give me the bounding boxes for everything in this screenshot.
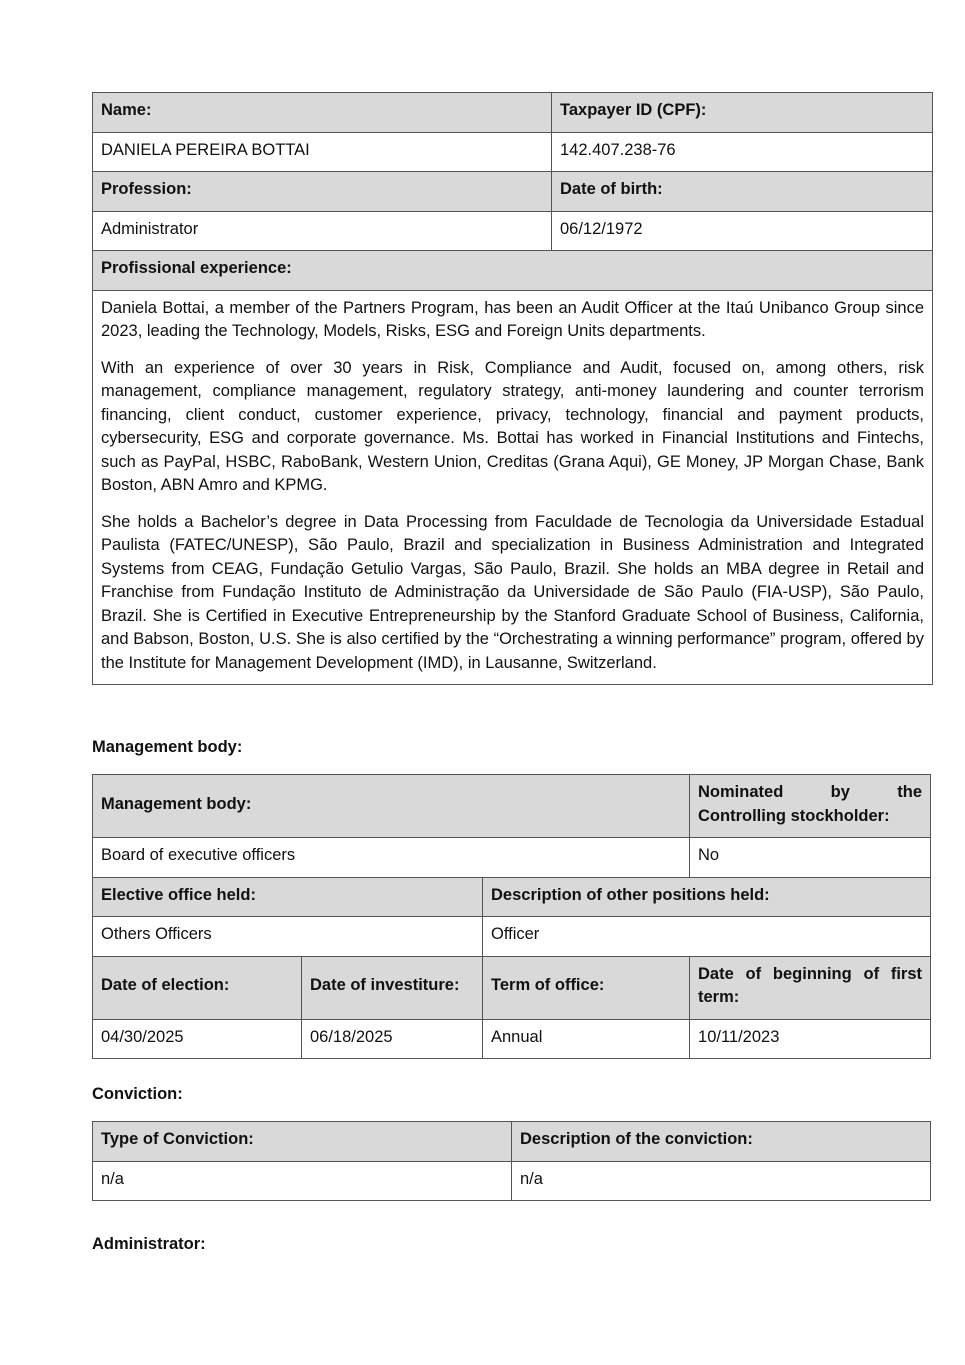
conviction-description-label: Description of the conviction: (512, 1122, 931, 1162)
experience-paragraph: She holds a Bachelor’s degree in Data Processing from Faculdade de Tecnologia da Universidade Estadual Paulista (FATEC/UNESP), São Paulo, Brazil and specialization in Business Administration and Integrated Systems from CEAG, Fundação Getulio Vargas, São Paulo, Brazil. She holds an MBA degree in Retail and Franchise from Fundação Instituto de Administração da Universidade de São Paulo (FIA-USP), São Paulo, Brazil. She is Certified in Executive Entrepreneurship by the Stanford Graduate School of Business, California, and Babson, Boston, U.S. She is also certified by the “Orchestrating a winning performance” program, offered by the Institute for Management Development (IMD), in Lausanne, Switzerland. (101, 512, 924, 672)
name-label: Name: (93, 93, 552, 133)
elective-office-value: Others Officers (93, 917, 483, 957)
taxpayer-id-label: Taxpayer ID (CPF): (552, 93, 933, 133)
management-body-table (92, 774, 931, 1059)
nominated-label (690, 775, 931, 838)
taxpayer-id-value: 142.407.238-76 (552, 132, 933, 172)
date-of-birth-label: Date of birth: (552, 172, 933, 212)
name-value: DANIELA PEREIRA BOTTAI (93, 132, 552, 172)
nominated-value: No (690, 838, 931, 878)
profession-value: Administrator (93, 211, 552, 251)
elective-office-label: Elective office held: (93, 877, 483, 917)
date-of-birth-value: 06/12/1972 (552, 211, 933, 251)
other-positions-label: Description of other positions held: (483, 877, 931, 917)
person-info-table (92, 92, 933, 685)
election-date-value: 04/30/2025 (93, 1019, 302, 1059)
election-date-label: Date of election: (93, 956, 302, 1019)
term-of-office-value: Annual (483, 1019, 690, 1059)
conviction-type-value: n/a (93, 1161, 512, 1201)
management-body-label: Management body: (93, 775, 690, 838)
first-term-date-label: Date of beginning of first term: (690, 956, 931, 1019)
conviction-section-title: Conviction: (92, 1085, 183, 1103)
management-section-title: Management body: (92, 738, 243, 756)
investiture-date-value: 06/18/2025 (302, 1019, 483, 1059)
conviction-description-value: n/a (512, 1161, 931, 1201)
conviction-type-label: Type of Conviction: (93, 1122, 512, 1162)
term-of-office-label: Term of office: (483, 956, 690, 1019)
administrator-section-title: Administrator: (92, 1235, 206, 1253)
investiture-date-label: Date of investiture: (302, 956, 483, 1019)
management-body-value: Board of executive officers (93, 838, 690, 878)
other-positions-value: Officer (483, 917, 931, 957)
nominated-label-text: Nominated by the Controlling stockholder: (698, 783, 923, 825)
experience-paragraph: Daniela Bottai, a member of the Partners Program, has been an Audit Officer at the Itaú Unibanco Group since 2023, leading the Technology, Models, Risks, ESG and Foreign Units departments. (101, 298, 924, 340)
conviction-table (92, 1121, 931, 1201)
experience-text (93, 290, 933, 685)
first-term-date-value: 10/11/2023 (690, 1019, 931, 1059)
experience-paragraph: With an experience of over 30 years in Risk, Compliance and Audit, focused on, among others, risk management, compliance management, regulatory strategy, anti-money laundering and counter terrorism financing, client conduct, customer experience, privacy, technology, financial and payment products, cybersecurity, ESG and corporate governance. Ms. Bottai has worked in Financial Institutions and Fintechs, such as PayPal, HSBC, RaboBank, Western Union, Creditas (Grana Aqui), GE Money, JP Morgan Chase, Bank Boston, ABN Amro and KPMG. (101, 358, 924, 494)
experience-label: Profissional experience: (93, 251, 933, 291)
profession-label: Profession: (93, 172, 552, 212)
